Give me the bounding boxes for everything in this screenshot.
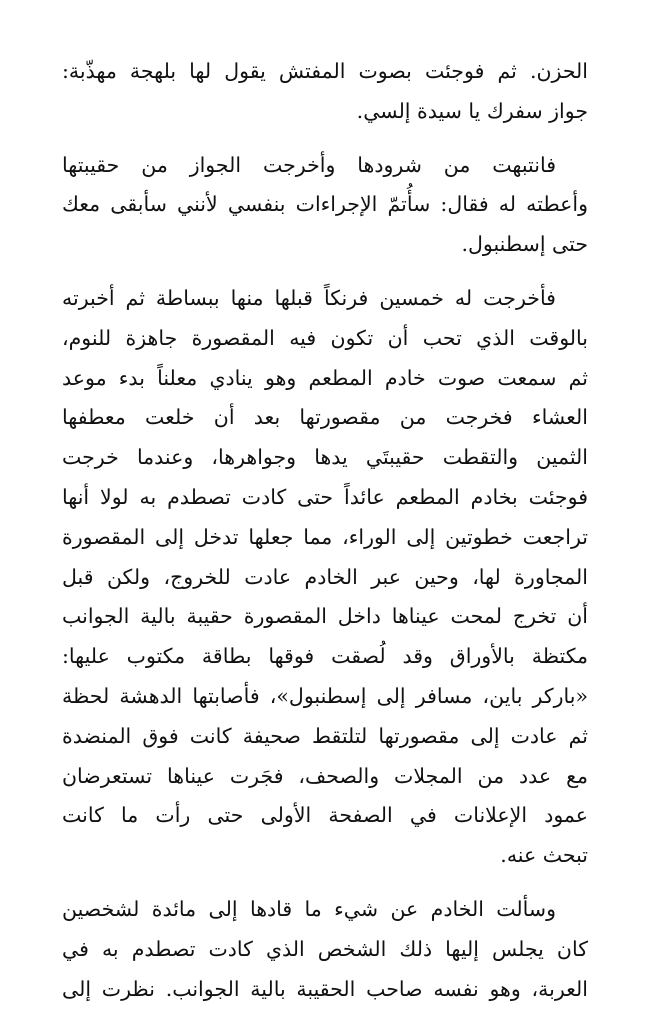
text-line: فأخرجت له خمسين فرنكاً قبلها منها ببساطة ثم أخبرته [62,285,556,310]
text-line: العشاء فخرجت من مقصورتها بعد أن خلعت معطفها [62,405,588,430]
text-line: الحزن. ثم فوجئت بصوت المفتش يقول لها بلهجة مهذّبة: [62,59,588,83]
text-line: وأعطته له فقال: سأُتمّ الإجراءات بنفسي لأنني سأبقى معك [62,192,588,217]
text-line: ثم عادت إلى مقصورتها لتلتقط صحيفة كانت فوق المنضدة [62,723,588,748]
text-line: مكتظة بالأوراق وقد لُصقت فوقها بطاقة مكتوب عليها: [62,644,588,669]
text-line: تراجعت خطوتين إلى الوراء، مما جعلها تدخل إلى المقصورة [62,524,588,549]
text-line: أن تخرج لمحت عيناها داخل المقصورة حقيبة بالية الجوانب [62,604,588,629]
text-line: كان يجلس إليها ذلك الشخص الذي كادت تصطدم به في [62,936,588,961]
text-line: ثم سمعت صوت خادم المطعم وهو ينادي معلناً بدء موعد [62,365,588,390]
paragraph-2 [62,146,588,265]
text-line: فانتبهت من شرودها وأخرجت الجواز من حقيبتها [62,152,556,177]
text-line: جواز سفرك يا سيدة إلسي. [356,98,588,123]
book-page [62,52,588,1009]
paragraph-3 [62,279,588,876]
text-line: بالوقت الذي تحب أن تكون فيه المقصورة جاهزة للنوم، [62,325,588,350]
paragraph-4 [62,890,588,1009]
text-line: حتى إسطنبول. [461,232,588,257]
text-line: العربة، وهو نفسه صاحب الحقيبة بالية الجوانب. نظرت إلى [62,976,588,1001]
text-line: «باركر باين، مسافر إلى إسطنبول»، فأصابتها الدهشة لحظة [62,683,588,708]
paragraph-1 [62,52,588,132]
text-line: مع عدد من المجلات والصحف، فجَرت عيناها تستعرضان [62,763,588,788]
text-line: وسألت الخادم عن شيء ما قادها إلى مائدة لشخصين [62,896,556,921]
text-line: الثمين والتقطت حقيبتَي يدها وجواهرها، وعندما خرجت [62,445,588,470]
text-line: تبحث عنه. [500,843,588,868]
text-line: فوجئت بخادم المطعم عائداً حتى كادت تصطدم به لولا أنها [62,484,588,509]
text-line: المجاورة لها، وحين عبر الخادم عادت للخروج، ولكن قبل [62,564,588,589]
text-line: عمود الإعلانات في الصفحة الأولى حتى رأت ما كانت [62,803,588,828]
